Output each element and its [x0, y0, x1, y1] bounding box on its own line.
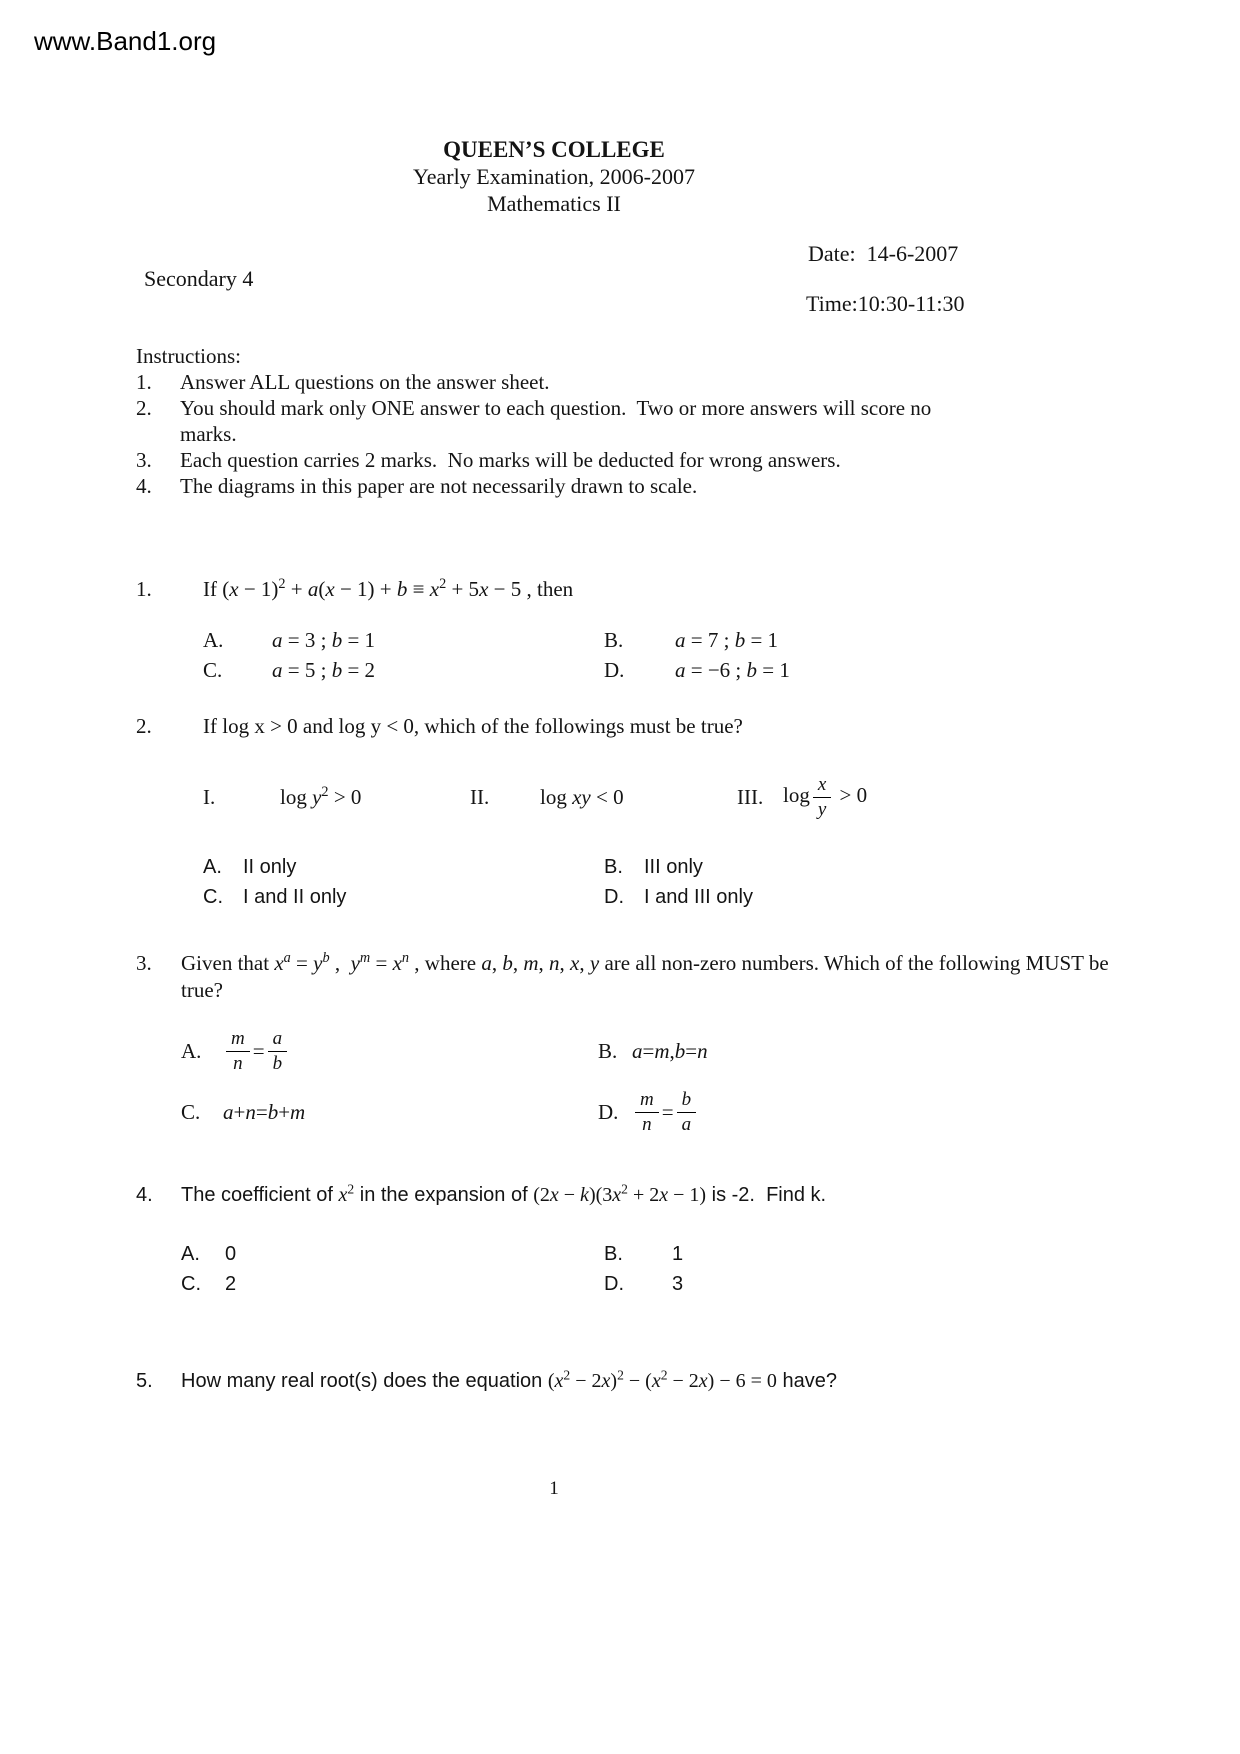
instruction-number: 1. — [136, 370, 152, 394]
question-text: If log x > 0 and log y < 0, which of the followings must be true? — [203, 714, 743, 738]
question-4-stem — [136, 1182, 1136, 1209]
question-3 — [136, 950, 1136, 1135]
question-5 — [136, 1368, 1136, 1395]
option-value-C: I and II only — [243, 886, 347, 908]
option-value-C: 2 — [225, 1273, 237, 1295]
question-number: 1. — [136, 577, 152, 601]
school-name: QUEEN’S COLLEGE — [443, 137, 665, 162]
option-label-B: B. — [604, 856, 623, 878]
class-level: Secondary 4 — [144, 266, 254, 291]
question-2-options — [203, 852, 1136, 912]
option-value-D: I and III only — [644, 886, 753, 908]
option-label-C: C. — [181, 1273, 201, 1295]
option-value-D: 3 — [672, 1273, 684, 1295]
instruction-number: 4. — [136, 474, 152, 498]
option-label-D: D. — [604, 658, 625, 682]
question-number: 2. — [136, 714, 152, 738]
instruction-item — [136, 369, 990, 395]
question-number: 4. — [136, 1184, 153, 1206]
statement-expr-II: log xy < 0 — [540, 784, 624, 809]
option-label-B: B. — [604, 1243, 623, 1265]
instruction-text: The diagrams in this paper are not necessarily drawn to scale. — [180, 474, 698, 498]
instruction-item — [136, 395, 990, 447]
question-5-stem — [136, 1368, 1136, 1395]
option-value-B: a = 7 ; b = 1 — [675, 628, 779, 652]
option-label-A: A. — [181, 1038, 202, 1063]
question-number: 5. — [136, 1370, 153, 1392]
option-value-D: a = −6 ; b = 1 — [675, 658, 790, 682]
question-text: The coefficient of $x^2$ in the expansion of $(2x - k)(3x^2 + 2x - 1)$ is -2. Find k. — [181, 1181, 827, 1206]
question-3-stem — [136, 950, 1136, 1004]
option-value-A: 0 — [225, 1243, 237, 1265]
instructions-section — [136, 343, 990, 499]
option-value-B: a = m , b = n — [632, 1038, 708, 1063]
option-value-B: 1 — [672, 1243, 684, 1265]
statement-expr-III: log $\frac{x}{y}$ > 0 — [783, 773, 868, 820]
question-text: Given that $x^a = y^b$ , $y^m = x^n$ , where a, b, m, n, x, y are all non-zero numbers. Which of the following MUST be true? — [181, 950, 1114, 1002]
option-label-C: C. — [181, 1099, 201, 1124]
option-label-B: B. — [604, 628, 624, 652]
exam-date: Date: 14-6-2007 — [808, 241, 959, 266]
statement-expr-I: $\log y^2 > 0$ — [280, 783, 362, 809]
question-text: If $(x - 1)^2 + a(x - 1) + b \equiv x^2 + 5x - 5$ , then — [203, 576, 574, 601]
instructions-title: Instructions: — [136, 344, 241, 368]
option-value-B: III only — [644, 856, 703, 878]
question-1-stem — [136, 576, 1136, 603]
instruction-number: 2. — [136, 396, 152, 420]
exam-subject: Mathematics II — [487, 191, 621, 216]
statement-label-II: II. — [470, 784, 490, 809]
instruction-text: You should mark only ONE answer to each question. Two or more answers will score no marks. — [180, 396, 937, 446]
instruction-item — [136, 473, 990, 499]
question-text: How many real root(s) does the equation $(x^2 - 2x)^2 - (x^2 - 2x) - 6 = 0$ have? — [181, 1367, 837, 1392]
option-label-C: C. — [203, 658, 223, 682]
question-1 — [136, 576, 1136, 685]
option-label-A: A. — [203, 856, 222, 878]
question-4-options — [181, 1239, 1136, 1299]
question-1-options — [203, 625, 1136, 685]
option-value-A: II only — [243, 856, 297, 878]
question-number: 3. — [136, 951, 152, 975]
question-2-stem — [136, 713, 1136, 740]
option-label-D: D. — [604, 1273, 624, 1295]
site-watermark: www.Band1.org — [34, 26, 217, 56]
statement-label-III: III. — [737, 784, 764, 809]
option-value-A: a = 3 ; b = 1 — [272, 628, 376, 652]
option-value-D: $\frac{m}{n}$ = $\frac{b}{a}$ — [632, 1089, 1136, 1136]
question-2-statements — [203, 770, 1136, 824]
exam-header — [0, 136, 1108, 217]
option-value-C: a = 5 ; b = 2 — [272, 658, 376, 682]
option-value-A: $\frac{m}{n}$ = $\frac{a}{b}$ — [223, 1028, 598, 1075]
option-label-D: D. — [598, 1099, 619, 1124]
question-2 — [136, 713, 1136, 912]
page-number: 1 — [549, 1478, 559, 1499]
instruction-item — [136, 447, 990, 473]
option-label-A: A. — [181, 1243, 200, 1265]
instruction-text: Answer ALL questions on the answer sheet. — [180, 370, 550, 394]
option-value-C: a + n = b + m — [223, 1099, 306, 1124]
question-3-options — [181, 1028, 1136, 1135]
statement-label-I: I. — [203, 784, 216, 809]
exam-time: Time:10:30-11:30 — [806, 291, 965, 316]
option-label-A: A. — [203, 628, 224, 652]
exam-title: Yearly Examination, 2006-2007 — [413, 164, 695, 189]
option-label-C: C. — [203, 886, 223, 908]
question-4 — [136, 1182, 1136, 1299]
instruction-number: 3. — [136, 448, 152, 472]
option-label-D: D. — [604, 886, 624, 908]
option-label-B: B. — [598, 1038, 618, 1063]
instruction-text: Each question carries 2 marks. No marks will be deducted for wrong answers. — [180, 448, 841, 472]
